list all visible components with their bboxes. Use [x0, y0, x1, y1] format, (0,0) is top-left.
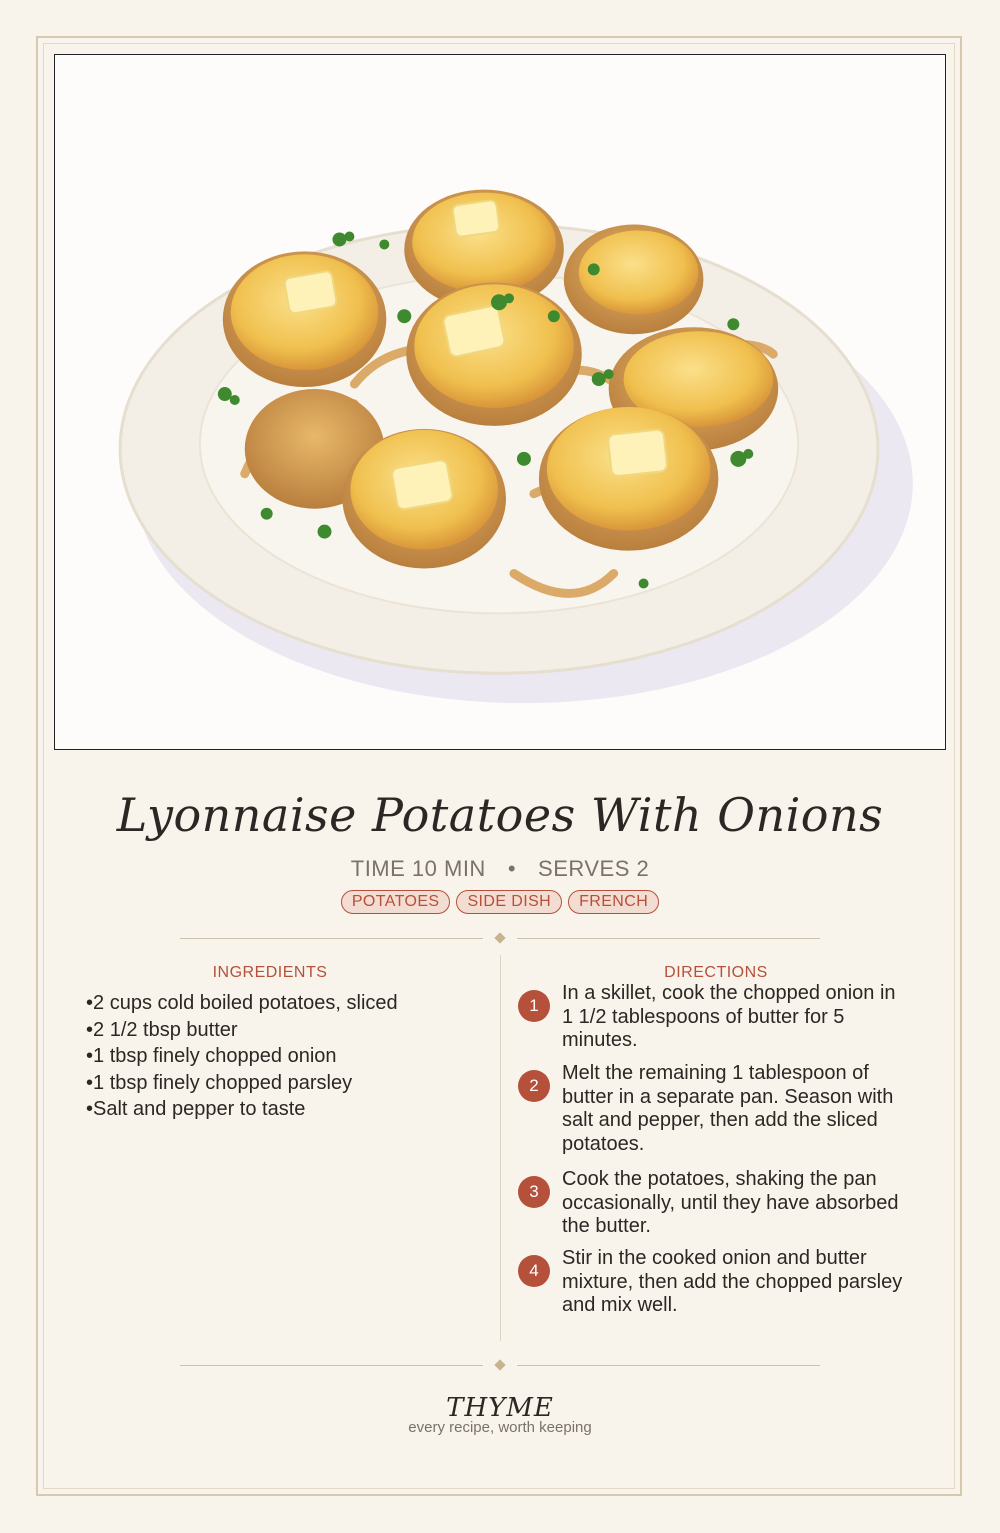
step-text: In a skillet, cook the chopped onion in 1 1/2 tablespoons of butter for 5 minutes.	[562, 982, 896, 1051]
step-text: Stir in the cooked onion and butter mixture, then add the chopped parsley and mix well.	[562, 1247, 903, 1316]
ingredients-heading: INGREDIENTS	[212, 964, 328, 981]
tag-french[interactable]: FRENCH	[568, 890, 659, 914]
step-number-badge: 2	[518, 1070, 550, 1102]
meta-separator: •	[507, 856, 517, 881]
tag-side-dish[interactable]: SIDE DISH	[456, 890, 562, 914]
tag-potatoes[interactable]: POTATOES	[341, 890, 451, 914]
diamond-icon	[494, 1359, 505, 1370]
ingredient-item: • 1 tbsp finely chopped parsley	[86, 1070, 486, 1097]
tag-list	[0, 890, 1000, 914]
ingredients-list	[86, 990, 486, 1123]
step-number-badge: 4	[518, 1255, 550, 1287]
step-text: Melt the remaining 1 tablespoon of butter in a separate pan. Season with salt and pepper, then add the sliced potatoes.	[562, 1062, 894, 1155]
step-number-badge: 1	[518, 990, 550, 1022]
diamond-icon	[494, 932, 505, 943]
plate-illustration	[55, 55, 945, 749]
recipe-photo	[54, 54, 946, 750]
step-text: Cook the potatoes, shaking the pan occasionally, until they have absorbed the butter.	[562, 1168, 899, 1237]
servings: SERVES 2	[538, 856, 650, 881]
directions-heading: DIRECTIONS	[664, 964, 768, 981]
divider-top	[180, 932, 820, 946]
cook-time: TIME 10 MIN	[350, 856, 486, 881]
brand-logo: THYME	[446, 1393, 554, 1423]
ingredient-item: • 2 cups cold boiled potatoes, sliced	[86, 990, 486, 1017]
recipe-meta	[0, 856, 1000, 882]
ingredient-item: • 2 1/2 tbsp butter	[86, 1017, 486, 1044]
step-number-badge: 3	[518, 1176, 550, 1208]
column-divider	[500, 955, 501, 1341]
recipe-title: Lyonnaise Potatoes With Onions	[116, 788, 884, 842]
ingredient-item: • 1 tbsp finely chopped onion	[86, 1043, 486, 1070]
divider-bottom	[180, 1359, 820, 1373]
brand-tagline: every recipe, worth keeping	[408, 1419, 592, 1436]
ingredient-item: • Salt and pepper to taste	[86, 1096, 486, 1123]
